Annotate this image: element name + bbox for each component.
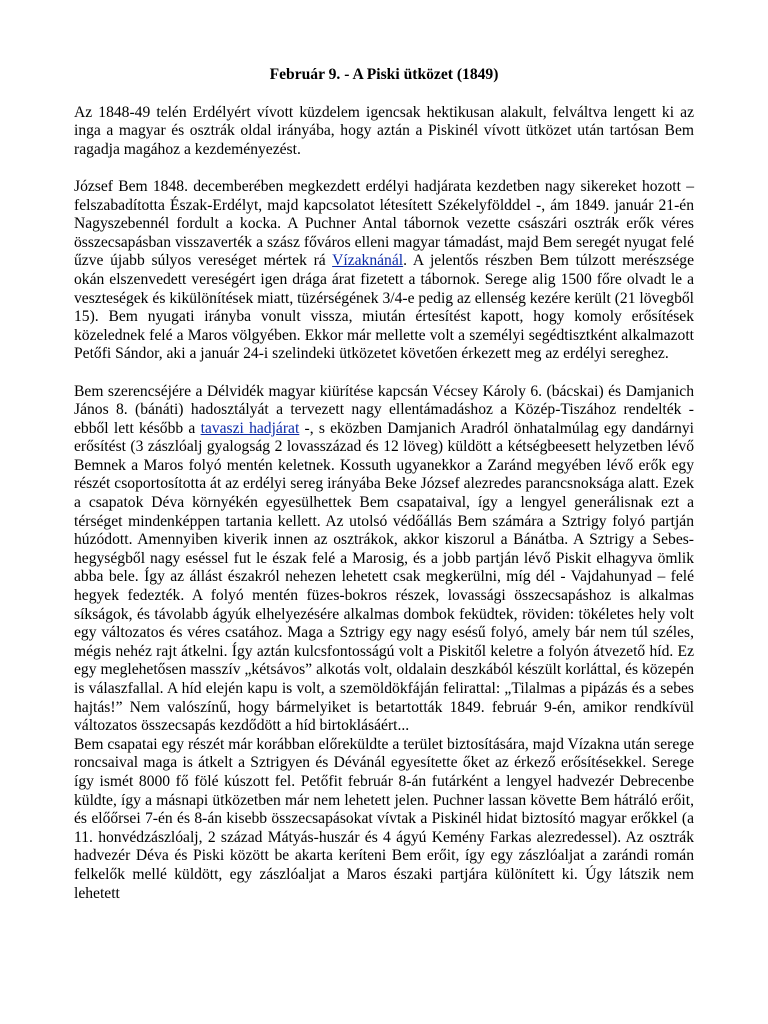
link-vizakna[interactable]: Vízaknánál (332, 252, 404, 270)
paragraph-bem-campaign (74, 178, 694, 364)
document-title: Február 9. - A Piski ütközet (1849) (269, 66, 499, 83)
paragraph-intro: Az 1848-49 telén Erdélyért vívott küzdelem igencsak hektikusan alakult, felváltva lengett ki az inga a magyar és osztrák oldal irányába, hogy aztán a Piskinél vívott ütközet után tartósan Bem ragadja magához a kezdeményezést. (74, 103, 694, 158)
paragraph-text: József Bem 1848. decemberében megkezdett erdélyi hadjárata kezdetben nagy sikereket hozott – felszabadította Észak-Erdélyt, majd kapcsolatot létesített Székelyfölddel -, ám 1849. január 21-én Nagyszebennél fordult a kocka. A Puchner Antal tábornok vezette császári osztrák erők véres összecsapásban visszaverték a szász főváros elleni magyar támadást, majd Bem seregét nyugat felé űzve újabb súlyos vereséget mértek rá (74, 177, 694, 270)
paragraph-text: . A jelentős részben Bem túlzott merészsége okán elszenvedett vereségért igen drága árat fizetett a tábornok. Serege alig 1500 főre olvadt le a veszteségek és kikülönítések miatt, tüzérségének 3/4-e pedig az ellenség kezére került (21 lövegből 15). Bem nyugati irányba vonult vissza, miután értesítést kapott, hogy komoly erősítések közelednek felé a Maros völgyében. Ekkor már mellette volt a személyi segédtisztként alkalmazott Petőfi Sándor, aki a január 24-i szelindeki ütközetet követően érkezett meg az erdélyi sereghez. (74, 252, 694, 363)
paragraph-battle-prelude: Bem csapatai egy részét már korábban előreküldte a terület biztosítására, majd Vízakna után serege roncsaival maga is átkelt a Sztrigyen és Dévánál egyesítette őket az érkező erősítésekkel. Serege így ismét 8000 fő fölé kúszott fel. Petőfit február 8-án futárként a lengyel hadvezér Debrecenbe küldte, így a másnapi ütközetben már nem lehetett jelen. Puchner lassan követte Bem hátráló erőit, és előőrsei 7-én és 8-án kisebb összecsapásokat vívtak a Piskinél hidat biztosító magyar erőkkel (a 11. honvédzászlóalj, 2 század Mátyás-huszár és 4 ágyú Kemény Farkas alezredessel). Az osztrák hadvezér Déva és Piski között be akarta keríteni Bem erőit, így egy zászlóaljat a zarándi román felkelők mellé küldött, egy zászlóaljat a Maros északi partjára különített ki. Úgy látszik nem lehetett (74, 735, 694, 902)
paragraph-reinforcements (74, 383, 694, 736)
document-page (74, 66, 694, 903)
link-tavaszi-hadjarat[interactable]: tavaszi hadjárat (200, 419, 300, 437)
paragraph-text: -, s eközben Damjanich Aradról önhatalmúlag egy dandárnyi erősítést (3 zászlóalj gyalogság 2 lovasszázad és 12 löveg) küldött a kétségbeesett helyzetben lévő Bemnek a Maros folyó mentén keletnek. Kossuth ugyanekkor a Zaránd megyében lévő erők egy részét csoportosította át az erdélyi sereg irányába Beke József alezredes parancsnoksága alatt. Ezek a csapatok Déva környékén egyesülhettek Bem csapataival, így a lengyel generálisnak ezt a térséget mindenképpen tartania kellett. Az utolsó védőállás Bem számára a Sztrigy folyó partján húzódott. Amennyiben kiverik innen az osztrákok, akkor kiszorul a Bánátba. A Sztrigy a Sebes-hegységből nagy eséssel fut le észak felé a Marosig, és a jobb partján lévő Piskit elhagyva ömlik abba bele. Így az állást északról nehezen lehetett csak megkerülni, míg dél - Vajdahunyad – felé hegyek fedezték. A folyó mentén füzes-bokros részek, lovassági összecsapáshoz is alkalmas síkságok, és távolabb ágyúk elhelyezésére alkalmas dombok feküdtek, röviden: tökéletes hely volt egy változatos és véres csatához. Maga a Sztrigy egy nagy esésű folyó, amely bár nem túl széles, mégis nehéz rajt átkelni. Így aztán kulcsfontosságú volt a Piskitől keletre a folyón átvezető híd. Ez egy meglehetősen masszív „kétsávos” alkotás volt, oldalain deszkából készült korláttal, és közepén is válaszfallal. A híd elején kapu is volt, a szemöldökfáján felirattal: „Tilalmas a pipázás és a sebes hajtás!” Nem valószínű, hogy bármelyiket is betartották 1849. február 9-én, amikor rendkívül változatos összecsapás kezdődött a híd birtoklásáért... (74, 419, 694, 735)
paragraph-text: Bem szerencséjére a Délvidék magyar kiürítése kapcsán Vécsey Károly 6. (bácskai) és Damjanich János 8. (bánáti) hadosztályát a tervezett nagy ellentámadáshoz a Közép-Tiszához rendelték - ebből lett később a (74, 382, 694, 437)
